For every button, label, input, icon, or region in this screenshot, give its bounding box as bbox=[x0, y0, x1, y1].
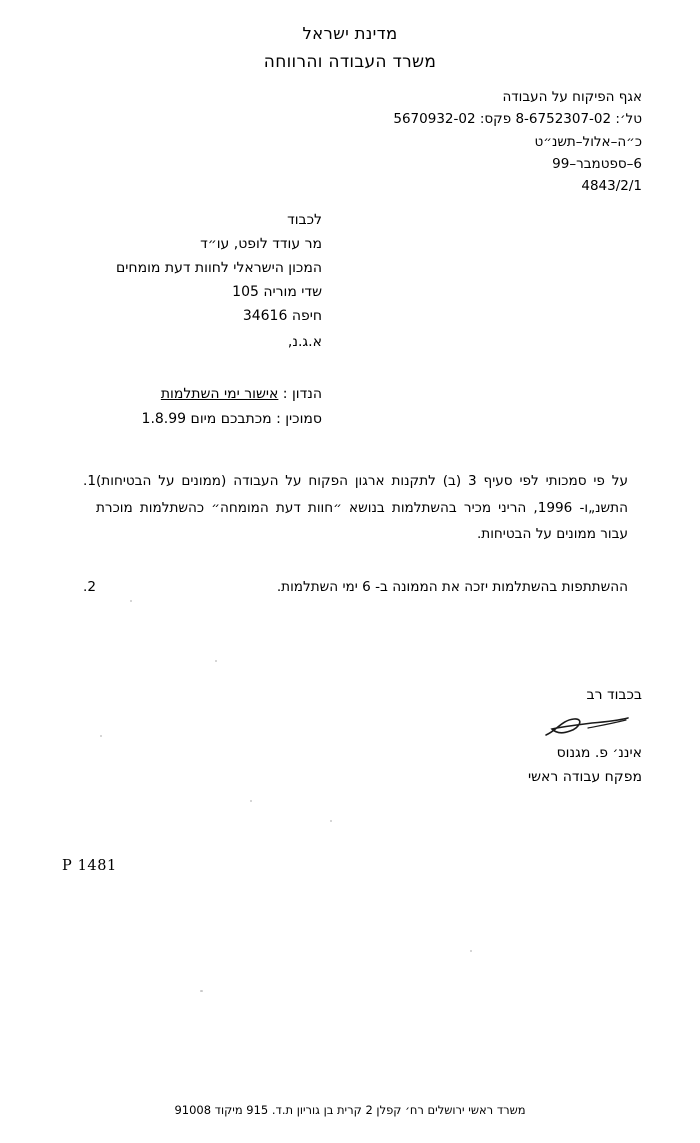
scan-speck bbox=[215, 660, 217, 662]
footer-address: משרד ראשי ירושלים רח׳ קפלן 2 קרית בן גוריון ת.ד. 915 מיקוד 91008 bbox=[174, 1102, 526, 1117]
subject-value: אישור ימי השתלמות bbox=[160, 386, 279, 402]
sender-department: אגף הפיקוח על העבודה bbox=[502, 89, 642, 105]
closing-block bbox=[528, 684, 642, 789]
sender-phones: טל׳: 8-6752307-02 פקס: 5670932-02 bbox=[393, 111, 642, 128]
signer-name: איננ׳ פ. מגנוס bbox=[556, 744, 642, 761]
letterhead bbox=[0, 22, 700, 75]
document-code: P 1481 bbox=[62, 858, 117, 874]
valediction: בכבוד רב bbox=[586, 687, 642, 703]
body-paragraph-number: 2. bbox=[83, 578, 96, 595]
addressee-city: חיפה 34616 bbox=[242, 308, 322, 325]
signer-title: מפקח עבודה ראשי bbox=[527, 768, 642, 785]
body-paragraph-text: ההשתתפות בהשתלמות יזכה את הממונה ב- 6 ימי השתלמות. bbox=[276, 578, 628, 595]
body-text bbox=[72, 468, 628, 626]
letterhead-ministry: משרד העבודה והרווחה bbox=[263, 51, 437, 72]
sender-gregorian-date: 6–ספטמבר–99 bbox=[552, 155, 642, 172]
salutation: א.ג.נ, bbox=[287, 334, 322, 350]
subject-line bbox=[142, 382, 322, 407]
sender-file-number: 4843/2/1 bbox=[581, 178, 642, 195]
sender-hebrew-date: כ״ה–אלול–תשנ״ט bbox=[534, 133, 642, 150]
scan-speck bbox=[250, 800, 252, 802]
body-paragraph-number: 1. bbox=[83, 473, 96, 489]
scan-speck bbox=[330, 820, 332, 822]
scan-speck bbox=[200, 990, 203, 992]
subject-reference: סמוכין : מכתבכם מיום 1.8.99 bbox=[141, 410, 322, 427]
addressee-honorific: לכבוד bbox=[287, 212, 322, 228]
addressee-block bbox=[116, 208, 322, 328]
body-paragraph-text: על פי סמכותי לפי סעיף 3 (ב) לתקנות ארגון הפקוח על העבודה (ממונים על הבטיחות) התשנ„ו- 1996, הריני מכיר בהשתלמות בנושא ״חוות דעת המומחה״ כהשתלמות מוכרת עבור ממונים על הבטיחות. bbox=[96, 473, 628, 542]
body-paragraph bbox=[72, 574, 628, 601]
addressee-name: מר עודד לופט, עו״ד bbox=[200, 236, 322, 253]
addressee-street: שדי מוריה 105 bbox=[232, 284, 322, 301]
scan-speck bbox=[130, 600, 132, 602]
scan-speck bbox=[100, 735, 102, 737]
footer bbox=[0, 1101, 700, 1119]
sender-block bbox=[393, 86, 642, 197]
letterhead-state: מדינת ישראל bbox=[302, 24, 398, 43]
signature-image bbox=[542, 714, 632, 740]
scan-speck bbox=[470, 950, 472, 952]
addressee-organization: המכון הישראלי לחוות דעת מומחים bbox=[116, 260, 322, 277]
subject-block bbox=[142, 382, 322, 431]
body-paragraph bbox=[72, 468, 628, 548]
subject-label: הנדון : bbox=[278, 386, 322, 402]
